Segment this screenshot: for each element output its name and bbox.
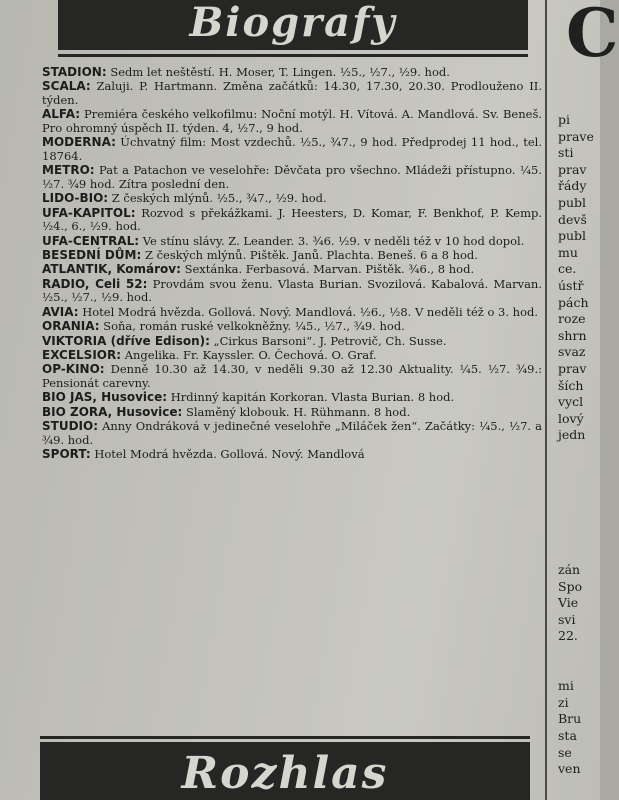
cinema-program: Ve stínu slávy. Z. Leander. 3. ¾6. ½9. v neděli též v 10 hod dopol. [142,233,525,248]
side-text-fragment: ústř [558,277,584,293]
side-text-fragment: devš [558,211,587,227]
cinema-program: Hotel Modrá hvězda. Gollová. Nový. Mandlová. ½6., ½8. V neděli též o 3. hod. [82,304,539,319]
side-text-fragment: Spo [558,578,583,594]
cinema-program: Pat a Patachon ve veselohře: Děvčata pro všechno. Mládeži přístupno. ¼5. ½7. ¾9 hod. Zítra poslední den. [42,163,542,191]
cinema-name: BIO ZORA, Husovice: [42,404,183,419]
side-text-fragment: Vie [558,595,579,611]
rozhlas-header-banner [40,742,530,800]
cinema-entry [42,80,542,107]
cinema-name: OP-KINO: [42,362,105,377]
cinema-name: STUDIO: [42,419,98,434]
cinema-entry [42,108,542,135]
side-text-fragment [558,662,582,679]
side-text-fragment: zán [558,562,581,577]
cinema-entry [42,448,542,462]
side-text-fragment: sta [558,727,577,743]
side-text-fragment: pách [558,294,589,310]
cinema-program: Zaluji. P. Hartmann. Změna začátků: 14.30, 17.30, 20.30. Prodlouženo II. týden. [42,79,542,107]
column-divider [545,0,547,800]
cinema-entry [42,320,542,334]
cinema-name: METRO: [42,163,95,178]
initial-letter: C [566,0,619,72]
section-title: Biografy [189,0,397,46]
cinema-program: Sedm let neštěstí. H. Moser, T. Lingen. ½5., ½7., ½9. hod. [110,65,450,79]
cinema-name: ALFA: [42,107,81,122]
cinema-listings [42,66,542,463]
side-text-fragment: ce. [558,261,577,277]
cinema-name: EXCELSIOR: [42,348,122,363]
side-text-lines [558,112,594,444]
side-text-fragment: prav [558,360,587,376]
side-text-fragment: mu [558,244,578,260]
cinema-entry [42,235,542,249]
header-rule [58,54,528,57]
cinema-program: Slaměný klobouk. H. Rühmann. 8 hod. [186,404,411,419]
cinema-name: SCALA: [42,79,91,94]
cinema-program: Hrdinný kapitán Korkoran. Vlasta Burian. 8 hod. [170,390,455,405]
side-text-lines-lower [558,562,582,778]
cinema-program: Premiéra českého velkofilmu: Noční motýl. H. Vítová. A. Mandlová. Sv. Beneš. Pro ohromný úspěch II. týden. 4, ½7., 9 hod. [42,107,543,135]
side-text-fragment: zi [558,694,569,710]
cinema-entry [42,263,542,277]
cinema-name: VIKTORIA (dříve Edison): [42,333,210,348]
cinema-entry [42,406,542,420]
cinema-program: Provdám svou ženu. Vlasta Burian. Svozilová. Kabalová. Marvan. ½5., ½7., ½9. hod. [42,276,542,305]
cinema-entry [42,66,542,80]
cinema-name: AVIA: [42,304,79,319]
cinema-program: Soňa, román ruské velkokněžny. ¼5., ½7., ¾9. hod. [103,319,405,334]
cinema-program: Denně 10.30 až 14.30, v neděli 9.30 až 12.30 Aktuality. ¼5. ½7. ¾9.: Pensionát carevny. [42,362,543,391]
cinema-name: BIO JAS, Husovice: [42,390,168,405]
cinema-name: MODERNA: [42,135,116,150]
side-text-fragment: shrn [558,327,587,343]
side-text-fragment: svi [558,611,576,627]
cinema-name: LIDO-BIO: [42,191,109,206]
side-text-fragment: prave [558,128,594,144]
side-text-fragment: mi [558,678,574,694]
side-text-fragment: ších [558,377,584,393]
side-text-fragment: Bru [558,711,582,727]
cinema-name: SPORT: [42,447,91,462]
cinema-entry [42,136,542,163]
cinema-entry [42,363,542,390]
side-text-fragment: svaz [558,344,586,360]
cinema-program: Rozvod s překážkami. J. Heesters, D. Komar, F. Benkhof, P. Kemp. ½4., 6., ½9. hod. [42,205,543,234]
side-text-fragment: jedn [558,427,586,443]
cinema-program: „Cirkus Barsoni“. J. Petrovič, Ch. Susse. [213,333,447,348]
biografy-header-banner [58,0,528,50]
side-text-fragment [558,645,582,662]
cinema-entry [42,207,542,234]
cinema-name: ORANIA: [42,319,100,334]
side-text-fragment: 22. [558,628,578,644]
cinema-program: Úchvatný film: Most vzdechů. ½5., ¾7., 9 hod. Předprodej 11 hod., tel. 18764. [42,135,543,163]
side-text-fragment: vycl [558,394,584,410]
side-text-fragment: publ [558,228,587,244]
cinema-name: STADION: [42,65,107,79]
cinema-entry [42,249,542,263]
cinema-name: BESEDNÍ DŮM: [42,248,142,263]
side-text-fragment: se [558,744,572,760]
cinema-program: Hotel Modrá hvězda. Gollová. Nový. Mandlová [94,447,365,462]
cinema-name: UFA-CENTRAL: [42,233,140,248]
side-text-fragment: lový [558,410,584,426]
cinema-entry [42,306,542,320]
cinema-entry [42,391,542,405]
side-text-fragment: publ [558,194,587,210]
cinema-entry [42,164,542,191]
cinema-entry [42,335,542,349]
side-text-fragment: roze [558,311,586,327]
side-text-fragment: řády [558,178,587,194]
cinema-program: Z českých mlýnů. Pištěk. Janů. Plachta. Beneš. 6 a 8 hod. [144,248,478,263]
side-text-fragment: prav [558,161,587,177]
cinema-name: UFA-KAPITOL: [42,205,136,220]
cinema-program: Angelika. Fr. Kayssler. O. Čechová. O. Graf. [124,348,377,363]
next-section-title: Rozhlas [181,748,389,799]
cinema-name: ATLANTIK, Komárov: [42,262,181,277]
cinema-program: Z českých mlýnů. ½5., ¾7., ½9. hod. [111,191,327,206]
cinema-name: RADIO, Celi 52: [42,276,148,291]
side-text-fragment: pi [558,112,570,127]
side-text-fragment: sti [558,145,574,161]
cinema-entry [42,349,542,363]
cinema-program: Anny Ondráková v jedinečné veselohře „Miláček žen“. Začátky: ¼5., ½7. a ¾9. hod. [42,419,542,447]
side-text-fragment: ven [558,761,581,777]
cinema-entry [42,420,542,447]
adjacent-column [554,0,619,800]
cinema-program: Sextánka. Ferbasová. Marvan. Pištěk. ¾6., 8 hod. [184,262,475,277]
cinema-entry [42,278,542,305]
footer-rule [40,736,530,739]
cinema-entry [42,192,542,206]
